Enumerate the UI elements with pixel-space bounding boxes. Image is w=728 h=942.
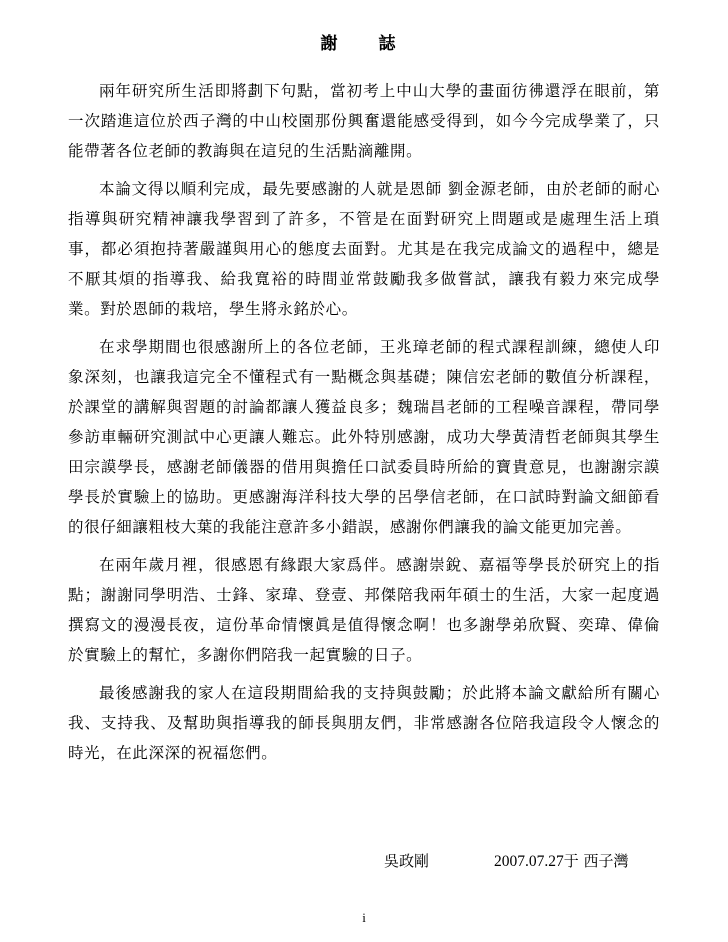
signature-line [384, 850, 629, 873]
document-body [68, 76, 660, 776]
page-number: i [362, 910, 366, 925]
paragraph: 兩年研究所生活即將劃下句點，當初考上中山大學的畫面彷彿還浮在眼前，第一次踏進這位於西子灣的中山校園那份興奮還能感受得到，如今今完成學業了，只能帶著各位老師的教誨與在這兒的生活點滴離開。 [68, 82, 660, 160]
page-title: 謝 誌 [320, 34, 408, 54]
paragraph: 在兩年歲月裡，很感恩有緣跟大家爲伴。感謝崇銳、嘉福等學長於研究上的指點；謝謝同學明浩、士鋒、家瑋、登壹、邦傑陪我兩年碩士的生活，大家一起度過撰寫文的漫漫長夜，這份革命情懷眞是值得懷念啊！也多謝學弟欣賢、奕瑋、偉倫於實驗上的幫忙，多謝你們陪我一起實驗的日子。 [68, 556, 660, 664]
paragraph: 最後感謝我的家人在這段期間給我的支持與鼓勵；於此將本論文獻給所有關心我、支持我、及幫助與指導我的師長與朋友們，非常感謝各位陪我這段令人懷念的時光，在此深深的祝福您們。 [68, 684, 660, 762]
signature-place: 于 西子灣 [563, 852, 629, 870]
signature-date: 2007.07.27 [494, 853, 564, 870]
paragraph: 本論文得以順利完成，最先要感謝的人就是恩師 劉金源老師，由於老師的耐心指導與研究精神讓我學習到了許多，不管是在面對研究上問題或是處理生活上瑣事，都必須抱持著嚴謹與用心的態度去面對。尤其是在我完成論文的過程中，總是不厭其煩的指導我、給我寬裕的時間並常鼓勵我多做嘗試，讓我有毅力來完成學業。對於恩師的栽培，學生將永銘於心。 [68, 180, 660, 318]
paragraph: 在求學期間也很感謝所上的各位老師，王兆璋老師的程式課程訓練，總使人印象深刻，也讓我這完全不懂程式有一點概念與基礎；陳信宏老師的數值分析課程，於課堂的講解與習題的討論都讓人獲益良多；魏瑞昌老師的工程噪音課程，帶同學參訪車輛研究測試中心更讓人難忘。此外特別感謝，成功大學黃清哲老師與其學生田宗謨學長，感謝老師儀器的借用與擔任口試委員時所給的寶貴意見，也謝謝宗謨學長於實驗上的協助。更感謝海洋科技大學的呂學信老師，在口試時對論文細節看的很仔細讓粗枝大葉的我能注意許多小錯誤，感謝你們讓我的論文能更加完善。 [68, 338, 660, 536]
author-name: 吳政剛 [384, 852, 430, 870]
